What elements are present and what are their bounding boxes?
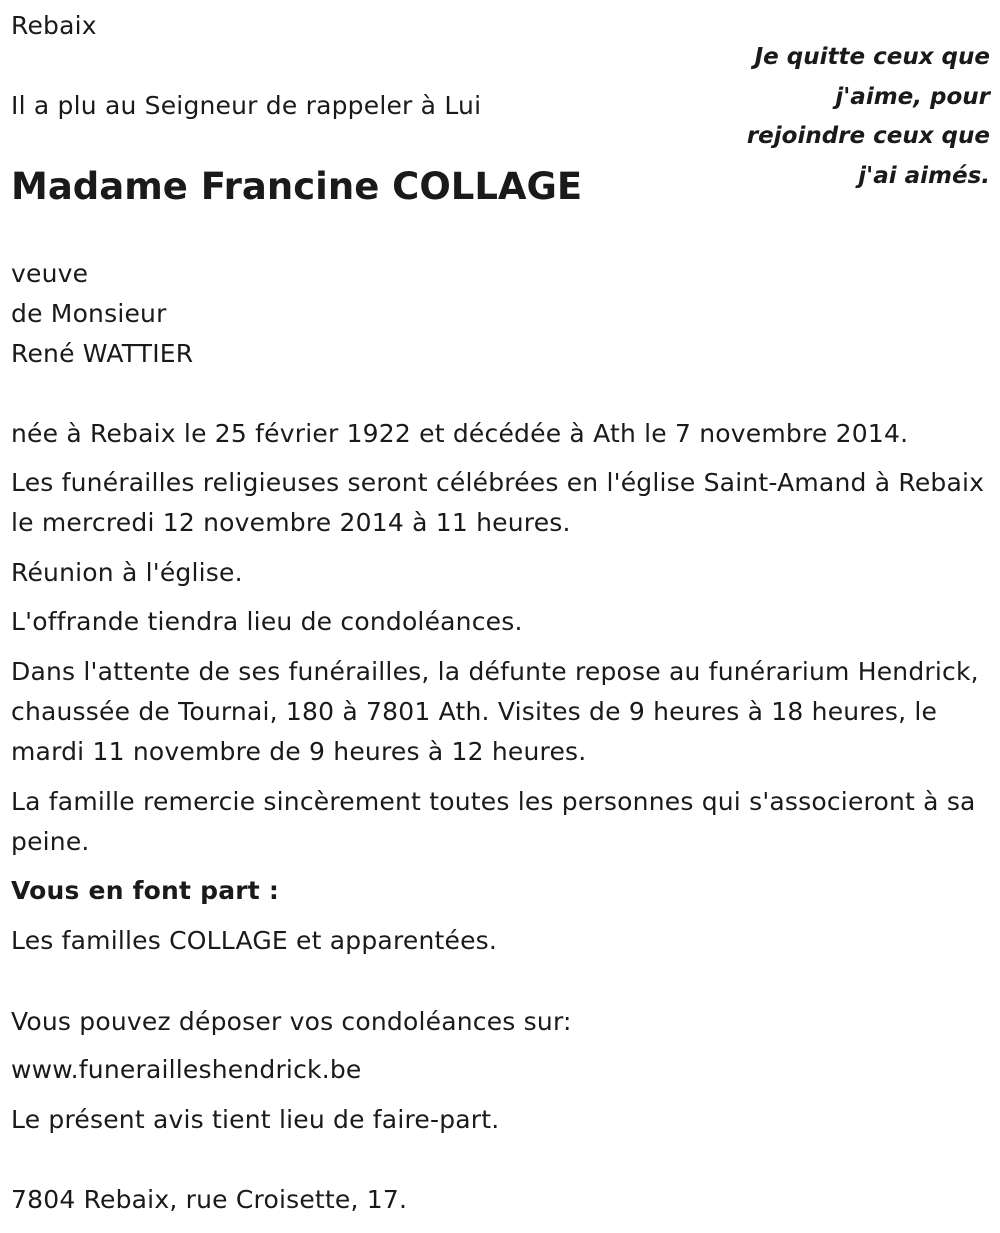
offering-text: L'offrande tiendra lieu de condoléances. xyxy=(11,607,523,636)
widow-line-1: veuve xyxy=(11,259,89,288)
header-intro: Il a plu au Seigneur de rappeler à Lui xyxy=(11,91,482,120)
birth-death-text: née à Rebaix le 25 février 1922 et décédée à Ath le 7 novembre 2014. xyxy=(11,419,909,448)
announcers-label: Vous en font part : xyxy=(11,876,280,905)
widow-line-2: de Monsieur xyxy=(11,299,167,328)
families-text: Les familles COLLAGE et apparentées. xyxy=(11,926,498,955)
visits-text: Dans l'attente de ses funérailles, la défunte repose au funérarium Hendrick, chaussée de Tournai, 180 à 7801 Ath. Visites de 9 heures à 18 heures, le mardi 11 novembre de 9 heures à 12 heures. xyxy=(11,657,979,766)
condolences-website-link[interactable]: www.funerailleshendrick.be xyxy=(11,1055,362,1084)
deceased-name: Madame Francine COLLAGE xyxy=(11,165,583,208)
thanks-text: La famille remercie sincèrement toutes les personnes qui s'associeront à sa peine. xyxy=(11,787,976,856)
widow-line-3: René WATTIER xyxy=(11,339,194,368)
meeting-text: Réunion à l'église. xyxy=(11,558,243,587)
header-place: Rebaix xyxy=(11,11,97,40)
address-text: 7804 Rebaix, rue Croisette, 17. xyxy=(11,1185,408,1214)
funeral-text: Les funérailles religieuses seront célébrées en l'église Saint-Amand à Rebaix le mercredi 12 novembre 2014 à 11 heures. xyxy=(11,468,985,537)
condolences-label: Vous pouvez déposer vos condoléances sur: xyxy=(11,1007,572,1036)
notice-text: Le présent avis tient lieu de faire-part. xyxy=(11,1105,500,1134)
epitaph-quote: Je quitte ceux que j'aime, pour rejoindre ceux que j'ai aimés. xyxy=(746,44,990,189)
